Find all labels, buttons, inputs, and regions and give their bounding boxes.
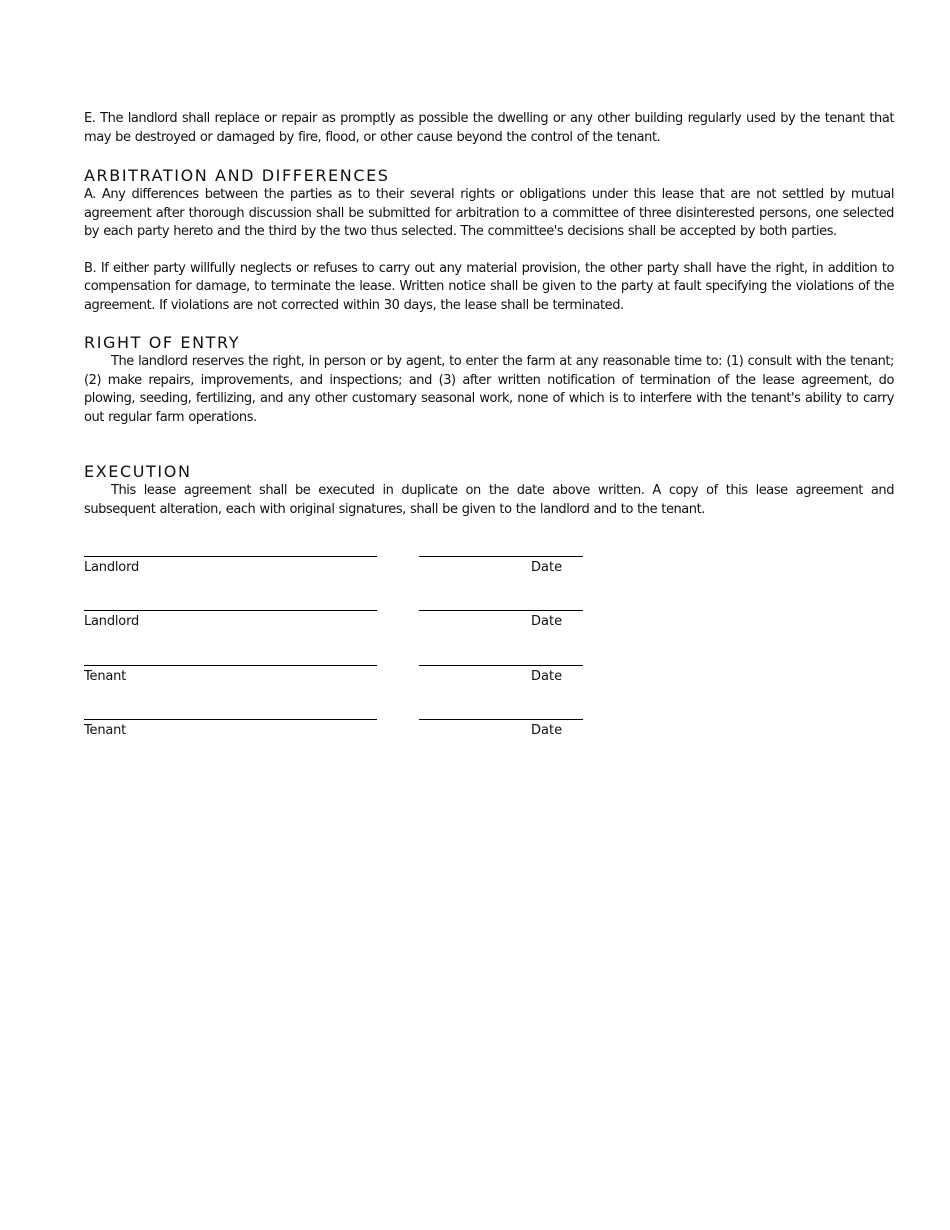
date-label: Date [531, 614, 563, 630]
signature-role-label: Landlord [84, 614, 140, 630]
paragraph-e: E. The landlord shall replace or repair as promptly as possible the dwelling or any other building regularly used by the tenant that may be destroyed or damaged by fire, flood, or other cause beyond the control of the tenant. [84, 111, 894, 145]
date-label: Date [531, 560, 563, 575]
paragraph-arbitration-a: A. Any differences between the parties as to their several rights or obligations under this lease that are not settled by mutual agreement after thorough discussion shall be submitted for arbitration to a committee of three disinterested persons, one selected by each party hereto and the third by the two thus selected. The committee's decisions shall be accepted by both parties. [84, 187, 894, 239]
heading-arbitration: ARBITRATION AND DIFFERENCES [84, 166, 390, 185]
heading-right-of-entry: RIGHT OF ENTRY [84, 333, 241, 352]
signature-role-label: Tenant [84, 668, 127, 684]
paragraph-execution: This lease agreement shall be executed in duplicate on the date above written. A copy of this lease agreement and subsequent alteration, each with original signatures, shall be given to the landlord and to the tenant. [84, 483, 894, 517]
date-line[interactable] [419, 719, 583, 720]
signature-line[interactable] [84, 556, 377, 557]
date-line[interactable] [419, 610, 583, 611]
date-label: Date [531, 723, 563, 739]
date-label: Date [531, 668, 563, 684]
signature-row [84, 651, 584, 705]
signature-line[interactable] [84, 719, 377, 720]
paragraph-right-of-entry: The landlord reserves the right, in person or by agent, to enter the farm at any reasonable time to: (1) consult with the tenant; (2) make repairs, improvements, and inspections; and (3) after written notification of termination of the lease agreement, do plowing, seeding, fertilizing, and any other customary seasonal work, none of which is to interfere with the tenant's ability to carry out regular farm operations. [84, 354, 894, 425]
signature-line[interactable] [84, 665, 377, 666]
document-body [84, 110, 894, 519]
paragraph-arbitration-b: B. If either party willfully neglects or refuses to carry out any material provision, the other party shall have the right, in addition to compensation for damage, to terminate the lease. Written notice shall be given to the party at fault specifying the violations of the agreement. If violations are not corrected within 30 days, the lease shall be terminated. [84, 260, 894, 313]
signature-row [84, 542, 584, 596]
signature-role-label: Landlord [84, 560, 140, 575]
heading-execution: EXECUTION [84, 462, 192, 481]
date-line[interactable] [419, 665, 583, 666]
signature-line[interactable] [84, 610, 377, 611]
signature-block [84, 542, 584, 760]
signature-row [84, 705, 584, 759]
signature-row [84, 596, 584, 650]
date-line[interactable] [419, 556, 583, 557]
signature-role-label: Tenant [84, 723, 127, 739]
